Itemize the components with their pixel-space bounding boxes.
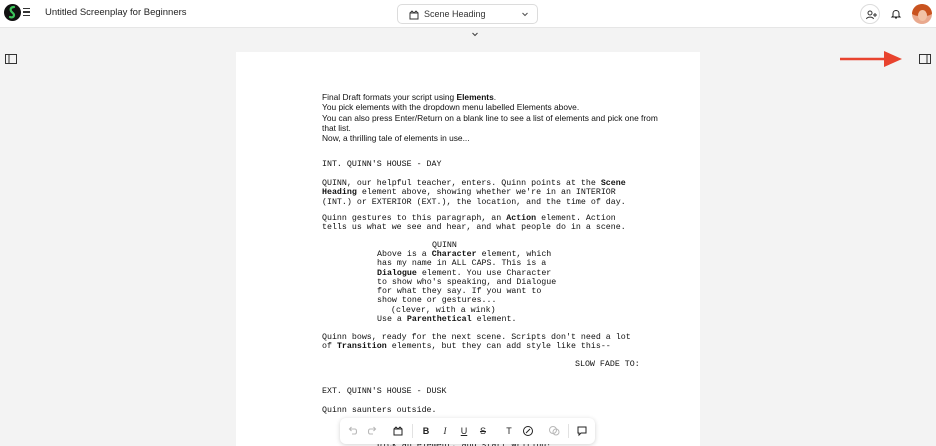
action-1[interactable]: QUINN, our helpful teacher, enters. Quinn points at the Scene Heading element above, showing whether we're in an INTERIOR (INT.) or EXTERIOR (EXT.), the location, and the time of day. [322, 179, 626, 207]
redo-icon[interactable] [365, 424, 379, 438]
add-collaborator-button[interactable] [860, 4, 880, 24]
character-name[interactable]: QUINN [432, 241, 457, 250]
dialogue[interactable]: Above is a Character element, which has my name in ALL CAPS. This is a Dialogue element. You use Character to show who's speaking, and Dialogue for what they say. If you want to show tone or gestures... [377, 250, 557, 306]
final-draft-logo[interactable] [4, 4, 21, 21]
red-arrow-annotation [838, 49, 904, 69]
underline-button[interactable]: U [460, 426, 468, 436]
scene-heading-format-icon[interactable] [391, 424, 405, 438]
document-title[interactable]: Untitled Screenplay for Beginners [45, 7, 187, 18]
script-page[interactable] [236, 52, 700, 446]
action-4[interactable]: Quinn saunters outside. [322, 406, 437, 415]
action-2[interactable]: Quinn gestures to this paragraph, an Action element. Action tells us what we see and hear, and what people do in a scene. [322, 214, 626, 233]
element-dropdown[interactable] [397, 4, 538, 24]
element-dropdown-label: Scene Heading [424, 9, 486, 19]
user-avatar[interactable] [912, 4, 932, 24]
comment-dim-icon[interactable] [547, 424, 561, 438]
collapse-toolbar-chevron-icon[interactable] [467, 30, 483, 39]
action-3[interactable]: Quinn bows, ready for the next scene. Scripts don't need a lot of Transition elements, but they can add style like this-- [322, 333, 631, 352]
scene-heading-icon [409, 10, 419, 20]
dialogue-end[interactable]: Use a Parenthetical element. [377, 315, 517, 324]
bell-icon[interactable] [890, 8, 902, 20]
chevron-down-icon [521, 10, 529, 18]
italic-button[interactable]: I [443, 426, 447, 436]
right-sidebar-toggle-icon[interactable] [919, 54, 931, 64]
intro-text: Final Draft formats your script using Elements. You pick elements with the dropdown menu labelled Elements above. You can also press Enter/Return on a blank line to see a list of elements and pick one from that list. Now, a thrilling tale of elements in use... [322, 92, 658, 144]
transition[interactable]: SLOW FADE TO: [575, 360, 640, 369]
bold-button[interactable]: B [422, 426, 430, 436]
left-sidebar-toggle-icon[interactable] [5, 54, 17, 64]
strikethrough-button[interactable]: S [479, 426, 486, 436]
scene-heading-1[interactable]: INT. QUINN'S HOUSE - DAY [322, 160, 442, 169]
undo-icon[interactable] [346, 424, 360, 438]
top-bar [0, 0, 936, 28]
add-user-icon [865, 9, 877, 21]
comment-icon[interactable] [575, 424, 589, 438]
text-style-button[interactable]: T [506, 426, 512, 436]
highlight-icon[interactable] [521, 424, 535, 438]
formatting-toolbar [340, 418, 595, 444]
hamburger-icon[interactable] [23, 8, 30, 17]
parenthetical[interactable]: (clever, with a wink) [391, 306, 496, 315]
scene-heading-2[interactable]: EXT. QUINN'S HOUSE - DUSK [322, 387, 447, 396]
